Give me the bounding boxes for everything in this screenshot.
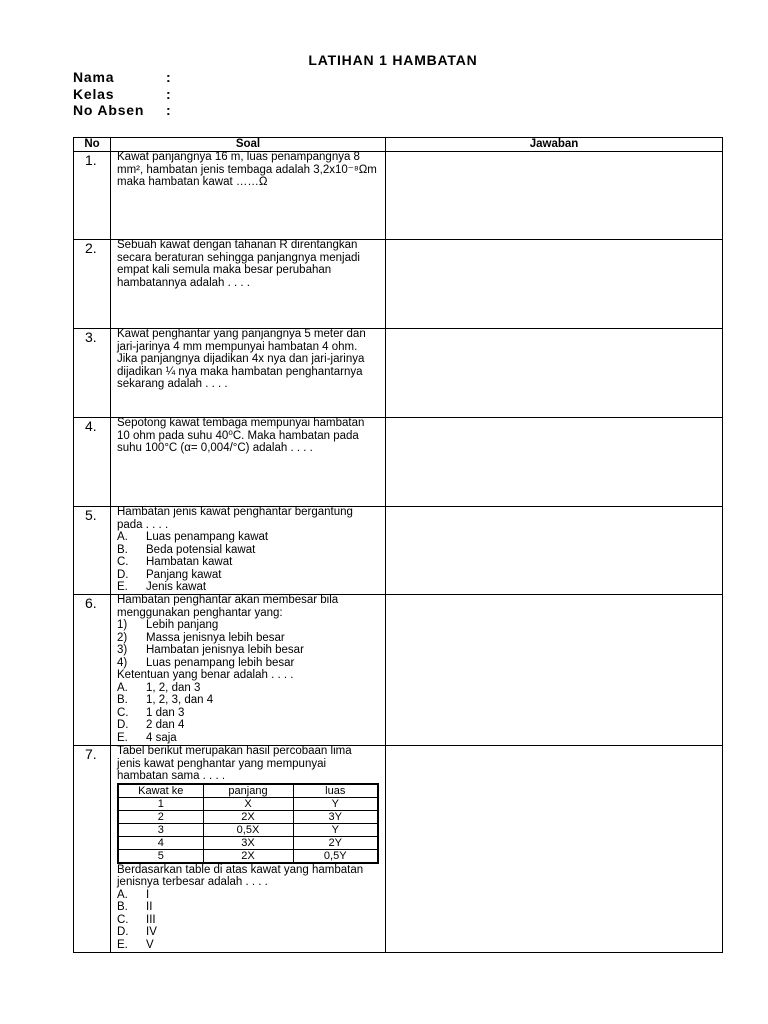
answer-cell	[386, 418, 722, 506]
question-text	[117, 329, 385, 391]
data-table-header-cell: Kawat ke	[118, 784, 203, 798]
option-letter: D.	[117, 568, 129, 581]
question-number: 6.	[74, 595, 111, 745]
data-table-cell: 3Y	[293, 810, 378, 823]
question-line: mm², hambatan jenis tembaga adalah 3,2x10⁻⁸Ωm	[117, 163, 377, 176]
answer-cell	[386, 240, 722, 328]
data-table-header	[118, 784, 378, 798]
option-text: I	[146, 888, 150, 901]
question-cell	[111, 329, 386, 417]
option-letter: A.	[117, 531, 128, 543]
data-table-cell: 2X	[203, 810, 293, 823]
answer-option	[117, 939, 385, 952]
question-number: 7.	[74, 746, 111, 952]
data-table-header-cell: panjang	[203, 784, 293, 798]
answer-option	[117, 719, 385, 732]
data-table-cell: 0,5X	[203, 823, 293, 836]
table-row	[74, 595, 722, 746]
identity-colon: :	[166, 69, 172, 85]
question-line: Sepotong kawat tembaga mempunyai hambatan	[117, 418, 365, 429]
answer-option	[117, 732, 385, 745]
data-table-row	[118, 849, 378, 863]
data-table-cell: Y	[293, 797, 378, 810]
option-letter: C.	[117, 706, 129, 719]
experiment-data-table	[117, 783, 379, 864]
option-text: 1 dan 3	[146, 706, 185, 719]
question-line: secara beraturan sehingga panjangnya menjadi	[117, 251, 360, 264]
header-jawaban: Jawaban	[529, 138, 579, 150]
option-text: Beda potensial kawat	[146, 543, 256, 556]
data-table-header-cell: luas	[293, 784, 378, 798]
identity-row-no-absen	[73, 102, 203, 119]
statement-text: Lebih panjang	[146, 619, 219, 631]
data-table-row	[118, 836, 378, 849]
table-row	[74, 329, 722, 418]
table-row	[74, 152, 722, 240]
answer-option	[117, 544, 385, 557]
answer-option	[117, 531, 385, 544]
question-text	[117, 595, 385, 744]
answer-cell	[386, 329, 722, 417]
table-row	[74, 240, 722, 329]
question-line: suhu 100°C (α= 0,004/°C) adalah . . . .	[117, 442, 313, 454]
answer-option	[117, 682, 385, 695]
identity-row-nama	[73, 69, 203, 86]
option-letter: D.	[117, 719, 129, 731]
option-letter: C.	[117, 913, 129, 926]
exercise-table	[73, 137, 723, 953]
statement-item	[117, 632, 385, 645]
statement-text: Massa jenisnya lebih besar	[146, 631, 285, 644]
question-line: jenis kawat penghantar yang mempunyai	[117, 757, 327, 770]
data-table-cell: 2	[118, 810, 203, 823]
identity-colon: :	[166, 102, 172, 118]
question-number: 2.	[74, 240, 111, 328]
statement-marker: 1)	[117, 619, 128, 631]
answer-option	[117, 926, 385, 939]
question-cell	[111, 507, 386, 594]
option-text: Hambatan kawat	[146, 556, 233, 568]
question-line: menggunakan penghantar yang:	[117, 606, 283, 619]
question-line: Berdasarkan table di atas kawat yang hambatan	[117, 863, 364, 876]
option-text: 4 saja	[146, 731, 177, 744]
data-table-cell: 3	[118, 823, 203, 836]
identity-colon: :	[166, 85, 172, 102]
option-letter: B.	[117, 901, 128, 913]
data-table-row	[118, 797, 378, 810]
question-number: 3.	[74, 329, 111, 417]
answer-cell	[386, 746, 722, 952]
identity-label: No Absen	[73, 102, 145, 118]
option-letter: E.	[117, 731, 128, 744]
answer-option	[117, 914, 385, 927]
option-text: III	[146, 913, 156, 926]
option-letter: E.	[117, 938, 128, 951]
question-line: hambatan sama . . . .	[117, 770, 226, 782]
question-line: Jika panjangnya dijadikan 4x nya dan jari-jarinya	[117, 353, 365, 365]
question-line: hambatannya adalah . . . .	[117, 276, 250, 289]
question-line: Hambatan penghantar akan membesar bila	[117, 595, 339, 606]
option-letter: A.	[117, 888, 128, 901]
answer-cell	[386, 507, 722, 594]
option-letter: C.	[117, 556, 129, 568]
data-table-row	[118, 810, 378, 823]
statement-item	[117, 619, 385, 632]
statement-item	[117, 644, 385, 657]
answer-option	[117, 707, 385, 720]
question-line: Kawat penghantar yang panjangnya 5 meter dan	[117, 329, 366, 340]
question-text	[117, 240, 385, 289]
table-row	[74, 507, 722, 595]
student-identity	[73, 69, 203, 119]
option-text: V	[146, 938, 154, 951]
identity-row-kelas	[73, 86, 203, 103]
answer-option	[117, 901, 385, 914]
data-table-cell: 2X	[203, 849, 293, 863]
question-cell	[111, 152, 386, 239]
answer-option	[117, 889, 385, 902]
option-text: 1, 2, 3, dan 4	[146, 694, 214, 706]
statement-marker: 3)	[117, 644, 128, 656]
question-line: Hambatan jenis kawat penghantar bergantung	[117, 507, 353, 518]
question-line: jari-jarinya 4 mm mempunyai hambatan 4 ohm.	[117, 340, 358, 353]
answer-cell	[386, 595, 722, 745]
question-prompt: Ketentuan yang benar adalah . . . .	[117, 669, 294, 681]
option-letter: E.	[117, 581, 128, 593]
data-table-cell: 1	[118, 797, 203, 810]
question-line: sekarang adalah . . . .	[117, 378, 228, 390]
answer-option	[117, 556, 385, 569]
option-text: Jenis kawat	[146, 581, 207, 593]
answer-option	[117, 581, 385, 594]
option-letter: D.	[117, 926, 129, 938]
question-line: Sebuah kawat dengan tahanan R direntangkan	[117, 240, 358, 251]
question-cell	[111, 418, 386, 506]
question-text	[117, 507, 385, 594]
identity-label: Nama	[73, 69, 115, 85]
option-letter: B.	[117, 543, 128, 556]
question-line: 10 ohm pada suhu 40⁰C. Maka hambatan pada	[117, 429, 359, 442]
statement-item	[117, 657, 385, 670]
data-table-cell: 0,5Y	[293, 849, 378, 863]
question-text	[117, 746, 385, 951]
header-no: No	[74, 138, 111, 151]
data-table-cell: X	[203, 797, 293, 810]
option-text: Panjang kawat	[146, 568, 222, 581]
question-line: dijadikan ¼ nya maka hambatan penghantarnya	[117, 365, 363, 378]
statement-marker: 4)	[117, 656, 128, 669]
table-header-row	[74, 138, 722, 152]
option-text: 2 dan 4	[146, 719, 185, 731]
question-line: jenisnya terbesar adalah . . . .	[117, 876, 268, 888]
question-number: 1.	[74, 152, 111, 239]
table-row	[74, 746, 722, 952]
question-line: empat kali semula maka besar perubahan	[117, 264, 332, 276]
answer-cell	[386, 152, 722, 239]
question-text	[117, 152, 385, 189]
option-letter: B.	[117, 694, 128, 706]
data-table-cell: Y	[293, 823, 378, 836]
question-line: Kawat panjangnya 16 m, luas penampangnya 8	[117, 152, 360, 163]
identity-label: Kelas	[73, 85, 115, 102]
option-text: Luas penampang kawat	[146, 531, 269, 543]
statement-text: Luas penampang lebih besar	[146, 656, 295, 669]
question-cell	[111, 240, 386, 328]
question-number: 4.	[74, 418, 111, 506]
answer-option	[117, 694, 385, 707]
data-table-cell: 5	[118, 849, 203, 863]
answer-option	[117, 569, 385, 582]
option-text: II	[146, 901, 153, 913]
question-text	[117, 418, 385, 455]
question-cell	[111, 746, 386, 952]
data-table-cell: 4	[118, 836, 203, 849]
table-row	[74, 418, 722, 507]
data-table-row	[118, 823, 378, 836]
header-soal: Soal	[111, 138, 386, 151]
question-line: pada . . . .	[117, 518, 169, 531]
option-text: IV	[146, 926, 157, 938]
option-text: 1, 2, dan 3	[146, 681, 201, 694]
data-table-cell: 3X	[203, 836, 293, 849]
data-table-cell: 2Y	[293, 836, 378, 849]
statement-text: Hambatan jenisnya lebih besar	[146, 644, 304, 656]
statement-marker: 2)	[117, 631, 128, 644]
question-number: 5.	[74, 507, 111, 594]
option-letter: A.	[117, 681, 128, 694]
document-title: LATIHAN 1 HAMBATAN	[308, 52, 478, 68]
question-cell	[111, 595, 386, 745]
question-line: Tabel berikut merupakan hasil percobaan lima	[117, 746, 352, 757]
question-line: maka hambatan kawat ……Ω	[117, 176, 268, 188]
